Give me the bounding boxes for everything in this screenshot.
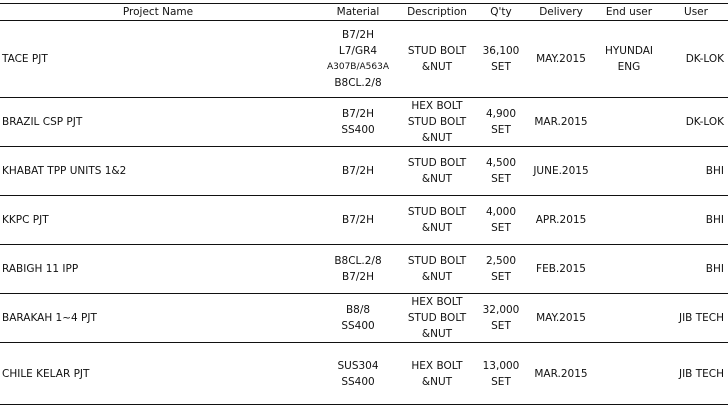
- quantity-line: SET: [491, 375, 511, 388]
- quantity-line: SET: [491, 271, 511, 283]
- material-line: B7/2H: [342, 108, 374, 120]
- description-line: STUD BOLT: [407, 157, 467, 169]
- quantity-line: 32,000: [482, 304, 520, 316]
- table-row: [0, 21, 728, 98]
- quantity-line: SET: [491, 173, 511, 185]
- project-name-cell: BRAZIL CSP PJT: [0, 98, 316, 147]
- quantity-line: SET: [491, 61, 511, 73]
- material-cell: [316, 98, 400, 147]
- end-user-cell: [594, 98, 664, 147]
- delivery-cell: JUNE.2015: [528, 147, 594, 196]
- material-line: B7/2H: [342, 214, 374, 226]
- delivery-cell: APR.2015: [528, 196, 594, 245]
- end-user-cell: [594, 245, 664, 294]
- material-line: SS400: [341, 375, 375, 388]
- material-line: B7/2H: [342, 165, 374, 177]
- description-line: &NUT: [421, 132, 453, 144]
- description-line: STUD BOLT: [407, 45, 467, 57]
- description-line: STUD BOLT: [407, 206, 467, 218]
- project-name-cell: KKPC PJT: [0, 196, 316, 245]
- header-material: Material: [316, 4, 400, 21]
- user-cell: BHI: [664, 196, 728, 245]
- table-row: [0, 343, 728, 405]
- description-line: HEX BOLT: [411, 296, 463, 308]
- description-line: STUD BOLT: [407, 312, 467, 324]
- description-line: &NUT: [421, 61, 453, 73]
- user-cell: BHI: [664, 147, 728, 196]
- material-cell: [316, 147, 400, 196]
- quantity-line: 4,500: [485, 157, 517, 169]
- table-row: [0, 196, 728, 245]
- description-cell: [400, 147, 474, 196]
- description-cell: [400, 343, 474, 405]
- project-name-cell: CHILE KELAR PJT: [0, 343, 316, 405]
- header-description: Description: [400, 4, 474, 21]
- description-line: STUD BOLT: [407, 116, 467, 128]
- header-delivery: Delivery: [528, 4, 594, 21]
- delivery-cell: FEB.2015: [528, 245, 594, 294]
- material-cell: [316, 21, 400, 98]
- project-name-cell: KHABAT TPP UNITS 1&2: [0, 147, 316, 196]
- quantity-line: SET: [491, 320, 511, 332]
- description-line: HEX BOLT: [411, 359, 463, 372]
- description-line: &NUT: [421, 375, 453, 388]
- user-cell: JIB TECH: [664, 343, 728, 405]
- quantity-line: 4,000: [485, 206, 517, 218]
- material-line: B7/2H: [342, 271, 374, 283]
- quantity-line: 36,100: [482, 45, 520, 57]
- description-line: HEX BOLT: [411, 100, 463, 112]
- user-cell: BHI: [664, 245, 728, 294]
- material-cell: [316, 245, 400, 294]
- end-user-cell: [594, 196, 664, 245]
- description-cell: [400, 98, 474, 147]
- quantity-line: SET: [491, 124, 511, 136]
- description-line: &NUT: [421, 222, 453, 234]
- quantity-cell: [474, 196, 528, 245]
- delivery-cell: MAY.2015: [528, 294, 594, 343]
- end-user-cell: [594, 21, 664, 98]
- description-cell: [400, 245, 474, 294]
- end-user-line: ENG: [617, 61, 641, 73]
- material-line: B8CL.2/8: [334, 255, 382, 267]
- project-name-cell: BARAKAH 1~4 PJT: [0, 294, 316, 343]
- delivery-cell: MAR.2015: [528, 343, 594, 405]
- material-line: B8/8: [345, 304, 371, 316]
- end-user-line: HYUNDAI: [604, 45, 654, 57]
- quantity-cell: [474, 147, 528, 196]
- description-cell: [400, 21, 474, 98]
- header-user: User: [664, 4, 728, 21]
- end-user-cell: [594, 343, 664, 405]
- delivery-cell: MAY.2015: [528, 21, 594, 98]
- quantity-line: 2,500: [485, 255, 517, 267]
- user-cell: DK-LOK: [664, 21, 728, 98]
- table-row: [0, 147, 728, 196]
- project-name-cell: RABIGH 11 IPP: [0, 245, 316, 294]
- quantity-cell: [474, 21, 528, 98]
- material-line: B7/2H: [342, 29, 374, 41]
- description-cell: [400, 196, 474, 245]
- description-line: &NUT: [421, 271, 453, 283]
- quantity-cell: [474, 245, 528, 294]
- table-row: [0, 245, 728, 294]
- material-line: B8CL.2/8: [334, 77, 382, 89]
- description-line: &NUT: [421, 173, 453, 185]
- quantity-line: SET: [491, 222, 511, 234]
- header-quantity: Q'ty: [474, 4, 528, 21]
- quantity-line: 13,000: [482, 359, 520, 372]
- material-cell: [316, 343, 400, 405]
- delivery-cell: MAR.2015: [528, 98, 594, 147]
- user-cell: DK-LOK: [664, 98, 728, 147]
- material-line: SS400: [341, 320, 375, 332]
- end-user-cell: [594, 294, 664, 343]
- material-line: A307B/A563A: [326, 62, 390, 72]
- material-line: L7/GR4: [338, 45, 378, 57]
- user-cell: JIB TECH: [664, 294, 728, 343]
- description-line: STUD BOLT: [407, 255, 467, 267]
- quantity-cell: [474, 98, 528, 147]
- table-row: [0, 294, 728, 343]
- material-line: SS400: [341, 124, 375, 136]
- end-user-cell: [594, 147, 664, 196]
- quantity-cell: [474, 294, 528, 343]
- material-cell: [316, 196, 400, 245]
- table-row: [0, 98, 728, 147]
- quantity-line: 4,900: [485, 108, 517, 120]
- material-line: SUS304: [337, 359, 379, 372]
- description-cell: [400, 294, 474, 343]
- header-end-user: End user: [594, 4, 664, 21]
- quantity-cell: [474, 343, 528, 405]
- table-header-row: [0, 4, 728, 21]
- header-project-name: Project Name: [0, 4, 316, 21]
- description-line: &NUT: [421, 328, 453, 340]
- project-table: [0, 3, 728, 405]
- project-name-cell: TACE PJT: [0, 21, 316, 98]
- material-cell: [316, 294, 400, 343]
